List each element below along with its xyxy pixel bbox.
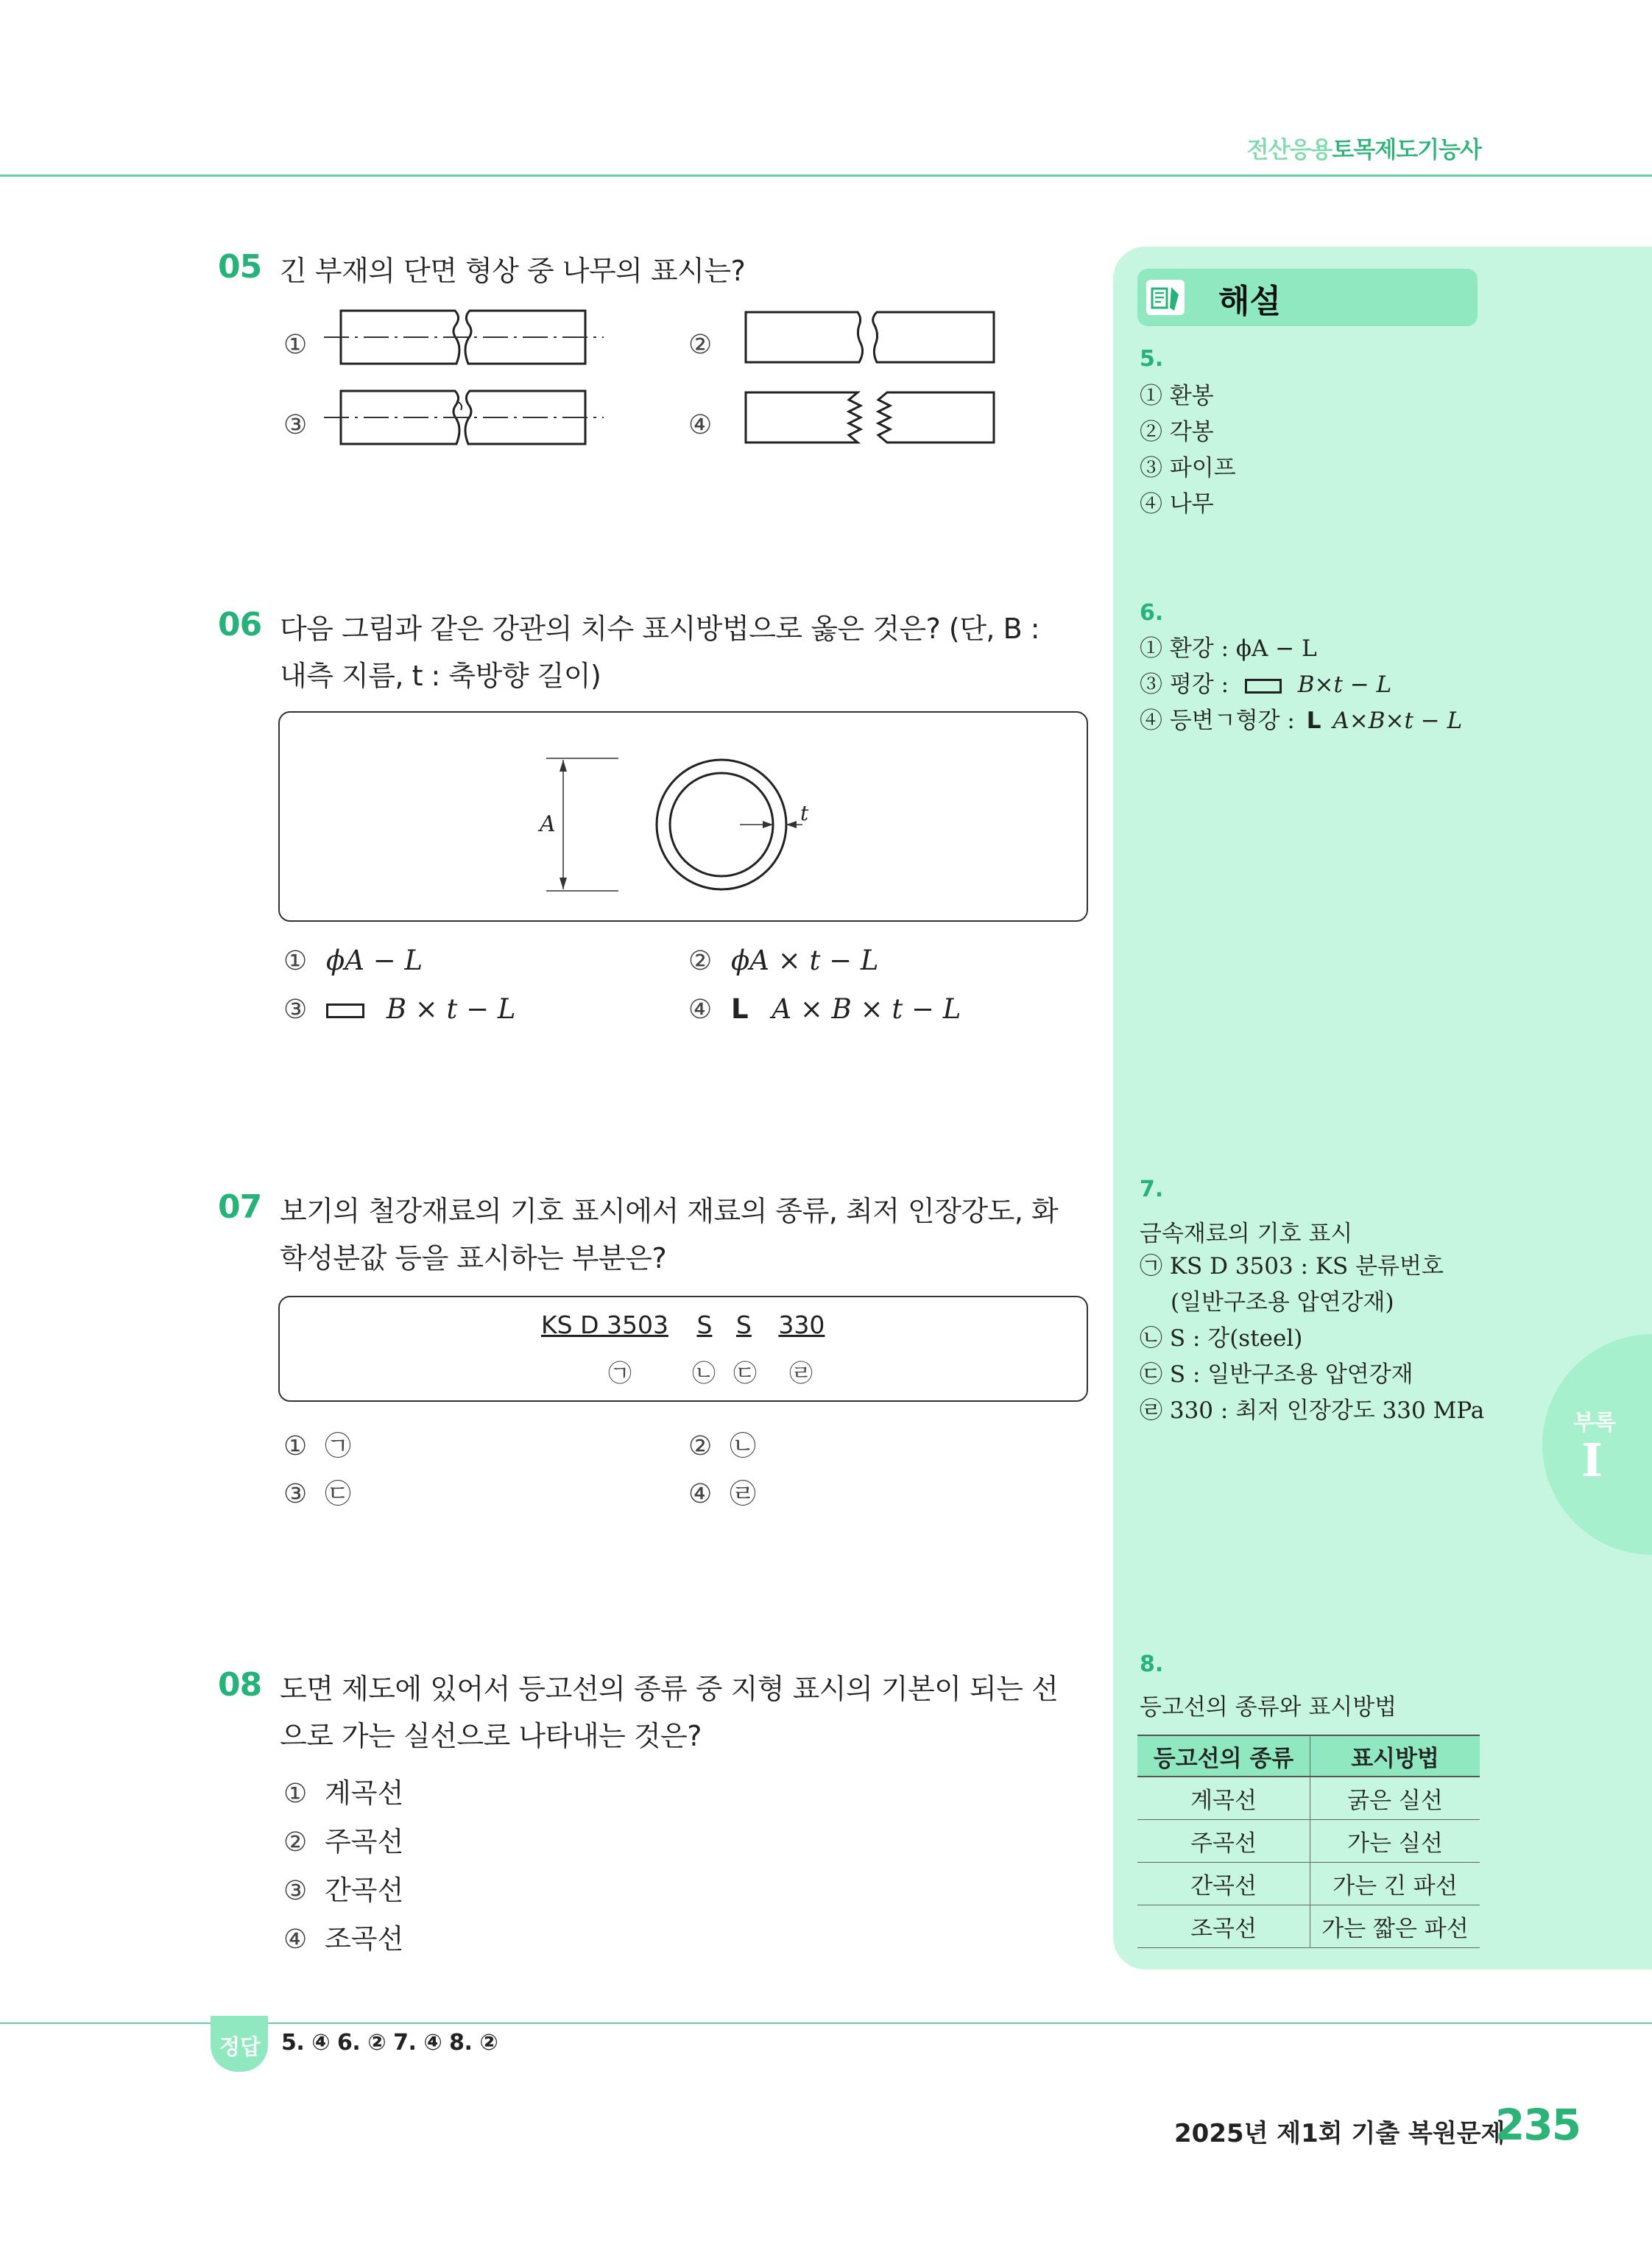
table-row bbox=[1137, 1905, 1480, 1948]
explanation-icon bbox=[1145, 278, 1186, 317]
example-mark-3: ㉢ bbox=[733, 1359, 758, 1387]
explanation-6-line-3: ④ 등변ㄱ형강 : L A×B×t − L bbox=[1140, 708, 1463, 734]
q05-choice-4-mark[interactable]: ④ bbox=[688, 410, 713, 440]
appendix-tab-label: 부록 bbox=[1573, 1410, 1616, 1436]
table-cell: 가는 긴 파선 bbox=[1310, 1863, 1480, 1905]
book-title: 전산응용토목제도기능사 bbox=[1246, 137, 1481, 163]
question-05-number: 05 bbox=[218, 248, 262, 286]
q08-choice-3[interactable]: ③ 간곡선 bbox=[283, 1874, 404, 1906]
explanation-5-number: 5. bbox=[1140, 346, 1164, 372]
table-header: 표시방법 bbox=[1310, 1735, 1480, 1777]
example-part-s2: S bbox=[735, 1311, 752, 1339]
pipe-section-figure bbox=[324, 388, 604, 447]
table-header-row bbox=[1137, 1735, 1480, 1777]
q05-choice-2-mark[interactable]: ② bbox=[688, 330, 713, 360]
table-cell: 주곡선 bbox=[1137, 1820, 1310, 1863]
angle-symbol-icon: L bbox=[731, 993, 749, 1025]
q06-choice-3[interactable]: ③ B × t − L bbox=[283, 993, 516, 1025]
table-row bbox=[1137, 1863, 1480, 1905]
explanation-header bbox=[1137, 269, 1478, 326]
table-cell: 조곡선 bbox=[1137, 1905, 1310, 1948]
explanation-5-line-4: ④ 나무 bbox=[1140, 491, 1214, 518]
explanation-7-line-2: (일반구조용 압연강재) bbox=[1171, 1289, 1394, 1316]
page-number: 235 bbox=[1495, 2100, 1581, 2150]
q06-choice-2[interactable]: ② ϕA × t − L bbox=[688, 945, 879, 976]
q07-choice-2[interactable]: ② ㉡ bbox=[688, 1431, 757, 1461]
question-08-text-line-2: 으로 가는 실선으로 나타내는 것은? bbox=[280, 1720, 702, 1752]
explanation-5-line-3: ③ 파이프 bbox=[1140, 455, 1236, 482]
square-bar-section-figure bbox=[740, 308, 1001, 367]
table-cell: 굵은 실선 bbox=[1310, 1777, 1480, 1820]
explanation-7-heading: 금속재료의 기호 표시 bbox=[1140, 1221, 1353, 1247]
example-mark-2: ㉡ bbox=[692, 1359, 716, 1387]
explanation-7-line-4: ㉢ S : 일반구조용 압연강재 bbox=[1140, 1361, 1413, 1388]
table-cell: 계곡선 bbox=[1137, 1777, 1310, 1820]
example-part-330: 330 bbox=[778, 1311, 825, 1339]
explanation-6-line-1: ① 환강 : ϕA − L bbox=[1140, 635, 1317, 662]
dimension-label-a: A bbox=[540, 811, 556, 837]
table-row bbox=[1137, 1777, 1480, 1820]
question-06-number: 06 bbox=[218, 606, 262, 643]
q06-choice-4[interactable]: ④ L A × B × t − L bbox=[688, 993, 961, 1025]
question-07-text-line-2: 학성분값 등을 표시하는 부분은? bbox=[280, 1242, 667, 1274]
footer-title: 2025년 제1회 기출 복원문제 bbox=[1174, 2119, 1505, 2148]
header-rule bbox=[0, 174, 1652, 177]
explanation-6-line-2: ③ 평강 : B×t − L bbox=[1140, 671, 1392, 698]
explanation-7-line-5: ㉣ 330 : 최저 인장강도 330 MPa bbox=[1140, 1397, 1485, 1424]
flat-bar-symbol-icon bbox=[326, 1003, 364, 1018]
explanation-7-line-3: ㉡ S : 강(steel) bbox=[1140, 1325, 1303, 1352]
explanation-5-line-1: ① 환봉 bbox=[1140, 383, 1214, 409]
example-code bbox=[541, 1311, 825, 1339]
table-cell: 가는 짧은 파선 bbox=[1310, 1905, 1480, 1948]
round-bar-section-figure bbox=[324, 308, 604, 367]
explanation-7-number: 7. bbox=[1140, 1177, 1164, 1202]
example-part-s1: S bbox=[696, 1311, 713, 1339]
example-mark-1: ㉠ bbox=[608, 1359, 632, 1387]
steel-pipe-figure bbox=[530, 751, 825, 898]
table-row bbox=[1137, 1820, 1480, 1863]
q07-choice-1[interactable]: ① ㉠ bbox=[283, 1431, 352, 1461]
example-part-ks: KS D 3503 bbox=[541, 1311, 668, 1339]
explanation-8-heading: 등고선의 종류와 표시방법 bbox=[1140, 1694, 1397, 1721]
question-08-text-line-1: 도면 제도에 있어서 등고선의 종류 중 지형 표시의 기본이 되는 선 bbox=[280, 1673, 1059, 1705]
q07-choice-4[interactable]: ④ ㉣ bbox=[688, 1479, 757, 1509]
question-05-text: 긴 부재의 단면 형상 중 나무의 표시는? bbox=[280, 255, 746, 287]
question-06-text-line-1: 다음 그림과 같은 강관의 치수 표시방법으로 옳은 것은? (단, B : bbox=[280, 613, 1040, 645]
appendix-tab-numeral: I bbox=[1581, 1433, 1603, 1487]
q08-choice-4[interactable]: ④ 조곡선 bbox=[283, 1923, 404, 1955]
q07-choice-3[interactable]: ③ ㉢ bbox=[283, 1479, 352, 1509]
dimension-label-t: t bbox=[800, 801, 809, 825]
q06-choice-1[interactable]: ① ϕA − L bbox=[283, 945, 423, 976]
question-08-number: 08 bbox=[218, 1666, 262, 1704]
answer-key: 5. ④ 6. ② 7. ④ 8. ② bbox=[281, 2030, 498, 2056]
q08-choice-2[interactable]: ② 주곡선 bbox=[283, 1826, 404, 1858]
question-07-text-line-1: 보기의 철강재료의 기호 표시에서 재료의 종류, 최저 인장강도, 화 bbox=[280, 1195, 1059, 1227]
q05-choice-3-mark[interactable]: ③ bbox=[283, 410, 308, 440]
explanation-6-number: 6. bbox=[1140, 600, 1164, 626]
table-cell: 가는 실선 bbox=[1310, 1820, 1480, 1863]
example-mark-4: ㉣ bbox=[789, 1359, 813, 1387]
table-header: 등고선의 종류 bbox=[1137, 1735, 1310, 1777]
wood-section-figure bbox=[740, 388, 1001, 447]
question-06-text-line-2: 내측 지름, t : 축방향 길이) bbox=[280, 660, 601, 692]
explanation-8-number: 8. bbox=[1140, 1651, 1164, 1677]
question-07-number: 07 bbox=[218, 1188, 262, 1226]
contour-table bbox=[1137, 1735, 1480, 1948]
q05-choice-1-mark[interactable]: ① bbox=[283, 330, 308, 360]
angle-symbol-icon: L bbox=[1306, 708, 1321, 734]
explanation-7-line-1: ㉠ KS D 3503 : KS 분류번호 bbox=[1140, 1253, 1444, 1280]
table-cell: 간곡선 bbox=[1137, 1863, 1310, 1905]
q08-choice-1[interactable]: ① 계곡선 bbox=[283, 1777, 404, 1809]
explanation-5-line-2: ② 각봉 bbox=[1140, 419, 1214, 445]
flat-bar-symbol-icon bbox=[1245, 679, 1282, 694]
answer-label: 정답 bbox=[219, 2034, 261, 2059]
explanation-title: 해설 bbox=[1218, 283, 1282, 320]
